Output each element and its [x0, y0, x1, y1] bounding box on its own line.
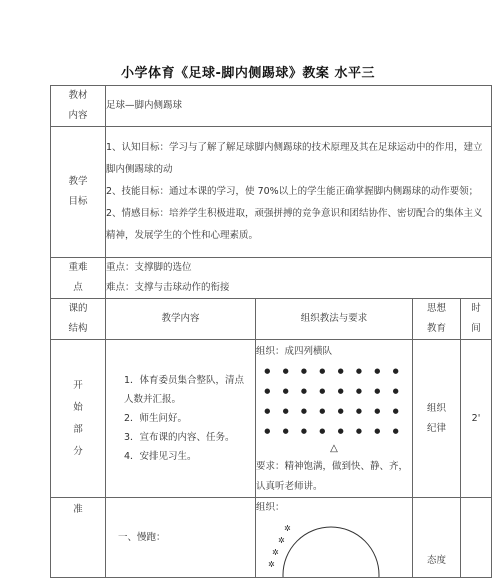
header-education-line1: 思想 — [426, 303, 446, 314]
goals-label-line1: 教学 — [68, 176, 88, 187]
goals-label-cell — [51, 127, 106, 258]
prep-label-char: 准 — [73, 504, 83, 515]
header-structure-line1: 课的 — [68, 303, 88, 314]
key-content — [106, 258, 492, 299]
start-time: 2' — [461, 340, 492, 498]
prep-label-cell — [51, 498, 106, 578]
material-label-cell — [51, 86, 106, 127]
svg-text:✲: ✲ — [278, 536, 285, 545]
formation-row: ● ● ● ● ● ● ● ● — [264, 367, 404, 375]
row-goals — [51, 127, 492, 258]
start-content — [106, 340, 256, 498]
header-education — [413, 299, 461, 340]
goals-content — [106, 127, 492, 258]
svg-text:✲: ✲ — [272, 548, 279, 557]
prep-org-title: 组织： — [256, 502, 285, 513]
prep-organization — [256, 498, 413, 578]
start-education — [413, 340, 461, 498]
row-key-points — [51, 258, 492, 299]
prep-time — [461, 498, 492, 578]
header-structure — [51, 299, 106, 340]
goal-item: 2、技能目标：通过本课的学习，使 70%以上的学生能正确掌握脚内侧踢球的动作要领； — [106, 186, 479, 197]
formation-row: ● ● ● ● ● ● ● ● — [264, 387, 404, 395]
start-label-char: 始 — [73, 401, 83, 413]
lesson-plan-table — [50, 85, 492, 578]
row-header — [51, 299, 492, 340]
prep-item: 一、慢跑： — [118, 531, 166, 543]
header-content: 教学内容 — [106, 299, 256, 340]
start-item: 4．安排见习生。 — [124, 451, 197, 462]
start-requirement: 要求：精神饱满，做到快、静、齐， 认真听老师讲。 — [256, 461, 409, 492]
start-label-char: 分 — [73, 445, 83, 457]
key-label-cell — [51, 258, 106, 299]
start-organization — [256, 340, 413, 498]
svg-text:✲: ✲ — [268, 560, 275, 569]
header-education-line2: 教育 — [426, 323, 446, 334]
header-time-line1: 时 — [471, 303, 481, 314]
row-material — [51, 86, 492, 127]
start-item: 3．宣布课的内容、任务。 — [124, 432, 235, 443]
key-difficulty: 难点：支撑与击球动作的衔接 — [106, 282, 230, 293]
formation-row: ● ● ● ● ● ● ● ● — [264, 427, 404, 435]
prep-content — [106, 498, 256, 578]
start-label-char: 部 — [73, 423, 83, 435]
material-label-line1: 教材 — [68, 90, 88, 101]
start-edu-line2: 纪律 — [426, 422, 446, 434]
goals-label-line2: 目标 — [68, 196, 88, 207]
header-time-line2: 间 — [471, 323, 481, 334]
header-organization: 组织教法与要求 — [256, 299, 413, 340]
material-label-line2: 内容 — [68, 110, 88, 121]
header-structure-line2: 结构 — [68, 323, 88, 334]
teacher-marker-icon: △ — [330, 443, 338, 454]
svg-text:✲: ✲ — [284, 524, 291, 533]
page-title: 小学体育《足球-脚内侧踢球》教案 水平三 — [121, 66, 375, 81]
prep-education — [413, 498, 461, 578]
key-focus: 重点：支撑脚的选位 — [106, 262, 192, 273]
row-start — [51, 340, 492, 498]
start-item: 1．体育委员集合整队，清点人数并汇报。 — [124, 375, 245, 405]
header-time — [461, 299, 492, 340]
start-label-cell — [51, 340, 106, 498]
start-label-char: 开 — [73, 379, 83, 391]
material-content: 足球—脚内侧踢球 — [106, 86, 492, 127]
start-edu-line1: 组织 — [426, 402, 446, 414]
formation-row: ● ● ● ● ● ● ● ● — [264, 407, 404, 415]
prep-edu-text: 态度 — [426, 555, 446, 566]
goal-item: 2、情感目标：培养学生积极进取，顽强拼搏的竞争意识和团结协作、密切配合的集体主义精神，发展学生的个性和心理素质。 — [106, 208, 483, 241]
key-label-line1: 重难 — [68, 262, 88, 273]
start-item: 2．师生问好。 — [124, 413, 188, 424]
row-prep — [51, 498, 492, 578]
goal-item: 1、认知目标：学习与了解了解足球脚内侧踢球的技术原理及其在足球运动中的作用，建立脚内侧踢球的动 — [106, 142, 483, 175]
running-circle-diagram — [256, 517, 406, 577]
start-org-title: 组织：成四列横队 — [256, 346, 333, 357]
key-label-line2: 点 — [73, 282, 83, 293]
